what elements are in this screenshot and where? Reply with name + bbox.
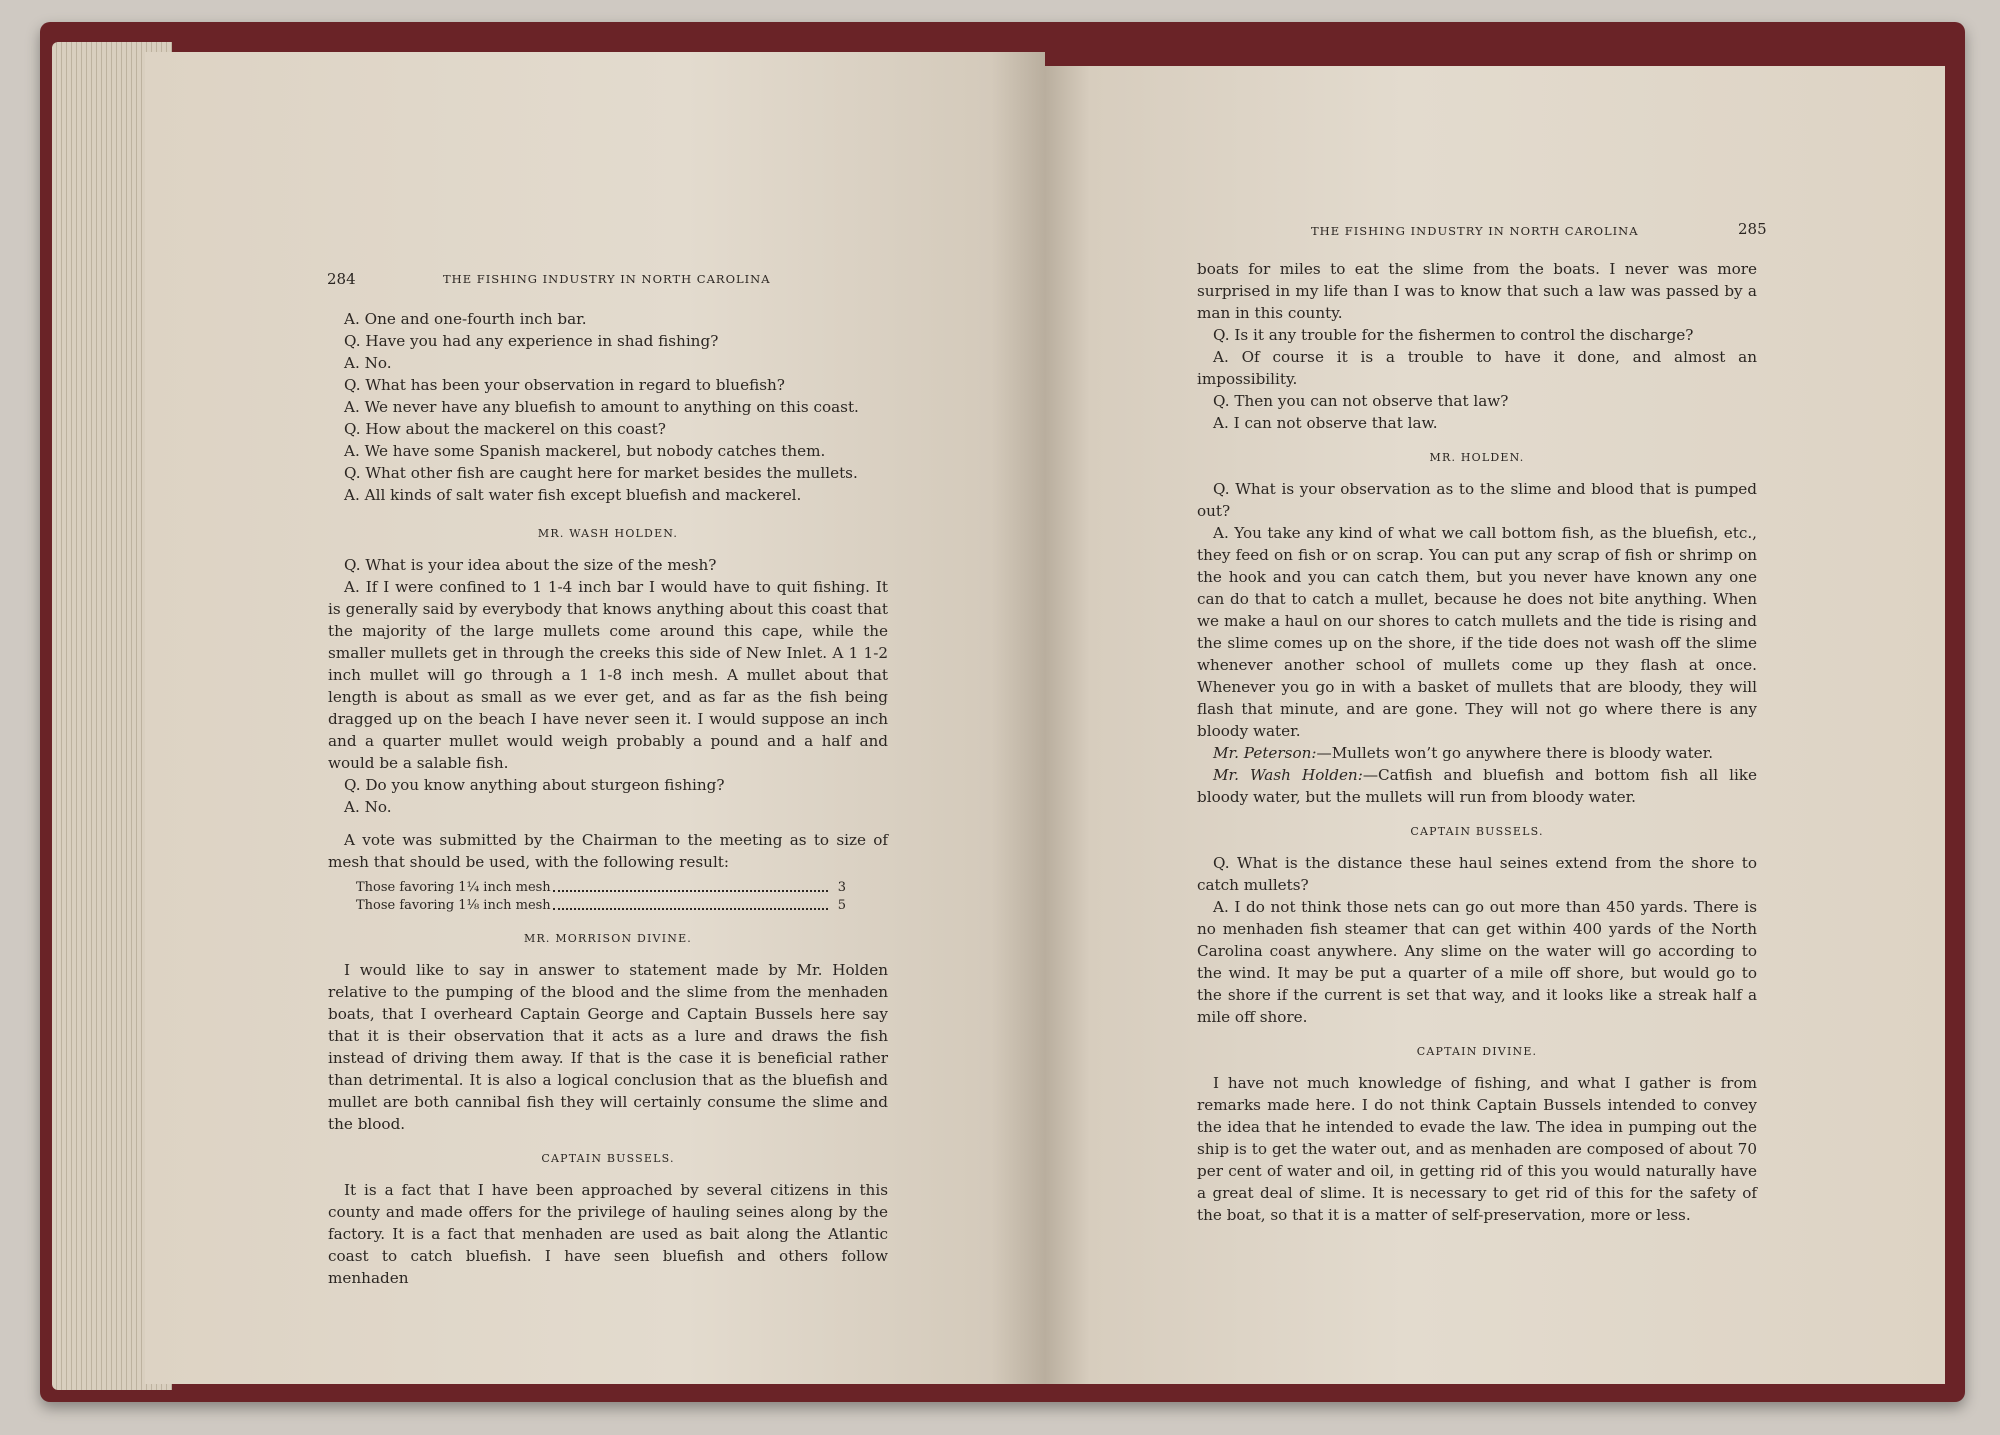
qa-line: Q. Have you had any experience in shad fishing? <box>344 332 719 350</box>
page-number: 284 <box>327 270 356 288</box>
left-text-column <box>328 308 888 1289</box>
vote-row <box>356 879 846 897</box>
qa-line: Q. What is the distance these haul seines extend from the shore to catch mullets? <box>1197 854 1757 894</box>
dot-leader <box>553 897 828 910</box>
body-paragraph: I would like to say in answer to statement made by Mr. Holden relative to the pumping of the blood and the slime from the menhaden boats, that I overheard Captain George and Captain Bussels here say that it is their observation that it acts as a lure and draws the fish instead of driving them away. If that is the case it is beneficial rather than detrimental. It is also a logical conclusion that as the bluefish and mullet are both cannibal fish they will certainly consume the slime and the blood. <box>328 961 888 1133</box>
qa-line: A. All kinds of salt water fish except bluefish and mackerel. <box>344 486 802 504</box>
section-heading-holden: MR. HOLDEN. <box>1429 451 1525 464</box>
qa-line: Q. What has been your observation in regard to bluefish? <box>344 376 785 394</box>
running-head: THE FISHING INDUSTRY IN NORTH CAROLINA <box>1311 224 1639 238</box>
remark-text: —Catfish and bluefish and bottom fish all like bloody water, but the mullets will run from bloody water. <box>1197 766 1757 806</box>
qa-line: A. I can not observe that law. <box>1213 414 1438 432</box>
continuation-paragraph: boats for miles to eat the slime from the boats. I never was more surprised in my life than I was to know that such a law was passed by a man in this county. <box>1197 260 1757 322</box>
qa-line: A. We have some Spanish mackerel, but nobody catches them. <box>344 442 826 460</box>
qa-paragraph: A. I do not think those nets can go out more than 450 yards. There is no menhaden fish steamer that can get within 400 yards of the North Carolina coast anywhere. Any slime on the water will go according to the wind. It may be put a quarter of a mile off shore, but would go to the shore if the current is set that way, and it looks like a streak half a mile off shore. <box>1197 898 1757 1026</box>
qa-line: Q. Do you know anything about sturgeon fishing? <box>344 776 725 794</box>
qa-line: Q. What is your idea about the size of the mesh? <box>344 556 717 574</box>
speaker-name: Mr. Wash Holden: <box>1213 766 1363 784</box>
section-heading-morrison-divine: MR. MORRISON DIVINE. <box>523 932 692 945</box>
vote-label: Those favoring 1⅛ inch mesh <box>356 898 551 913</box>
section-heading-captain-divine: CAPTAIN DIVINE. <box>1416 1045 1538 1058</box>
vote-count: 5 <box>837 898 846 913</box>
qa-line: Q. What other fish are caught here for market besides the mullets. <box>344 464 858 482</box>
qa-line: A. We never have any bluefish to amount to anything on this coast. <box>344 398 859 416</box>
speaker-remark <box>1197 764 1757 808</box>
left-page <box>145 52 1045 1384</box>
dot-leader <box>553 879 828 892</box>
speaker-name: Mr. Peterson: <box>1213 744 1317 762</box>
qa-line: A. No. <box>344 354 392 372</box>
qa-line: A. No. <box>344 798 392 816</box>
speaker-remark <box>1197 742 1757 764</box>
vote-row <box>356 897 846 915</box>
vote-count: 3 <box>837 880 846 895</box>
vote-intro: A vote was submitted by the Chairman to the meeting as to size of mesh that should be used, with the following result: <box>328 831 888 871</box>
qa-line: A. One and one-fourth inch bar. <box>344 310 587 328</box>
qa-paragraph: A. You take any kind of what we call bottom fish, as the bluefish, etc., they feed on fish or on scrap. You can put any scrap of fish or shrimp on the hook and you can catch them, but you never have known any one can do that to catch a mullet, because he does not bite anything. When we make a haul on our shores to catch mullets and the tide is rising and the slime comes up on the shore, if the tide does not wash off the slime whenever another school of mullets come up they flash at once. Whenever you go in with a basket of mullets that are bloody, they will flash that minute, and are gone. They will not go where there is any bloody water. <box>1197 524 1757 740</box>
right-text-column <box>1197 258 1757 1226</box>
qa-line: Q. Is it any trouble for the fishermen to control the discharge? <box>1213 326 1694 344</box>
qa-line: A. Of course it is a trouble to have it done, and almost an impossibility. <box>1197 348 1757 388</box>
qa-paragraph: A. If I were confined to 1 1-4 inch bar I would have to quit fishing. It is generally said by everybody that knows anything about this coast that the majority of the large mullets come around this cape, while the smaller mullets get in through the creeks this side of New Inlet. A 1 1-2 inch mullet will go through a 1 1-8 inch mesh. A mullet about that length is about as small as we ever get, and as far as the fish being dragged up on the beach I have never seen it. I would suppose an inch and a quarter mullet would weigh probably a pound and a half and would be a salable fish. <box>328 578 888 772</box>
body-paragraph: It is a fact that I have been approached by several citizens in this county and made offers for the privilege of hauling seines along by the factory. It is a fact that menhaden are used as bait along the Atlantic coast to catch bluefish. I have seen bluefish and others follow menhaden <box>328 1181 888 1287</box>
qa-line: Q. Then you can not observe that law? <box>1213 392 1509 410</box>
running-head: THE FISHING INDUSTRY IN NORTH CAROLINA <box>443 272 771 286</box>
body-paragraph: I have not much knowledge of fishing, and what I gather is from remarks made here. I do not think Captain Bussels intended to convey the idea that he intended to evade the law. The idea in pumping out the ship is to get the water out, and as menhaden are composed of about 70 per cent of water and oil, in getting rid of this you would naturally have a great deal of slime. It is necessary to get rid of this for the safety of the boat, so that it is a matter of self-preservation, more or less. <box>1197 1074 1757 1224</box>
section-heading-captain-bussels: CAPTAIN BUSSELS. <box>541 1152 675 1165</box>
vote-label: Those favoring 1¼ inch mesh <box>356 880 551 895</box>
section-heading-captain-bussels: CAPTAIN BUSSELS. <box>1410 825 1544 838</box>
qa-line: Q. How about the mackerel on this coast? <box>344 420 666 438</box>
remark-text: —Mullets won’t go anywhere there is bloody water. <box>1316 744 1714 762</box>
section-heading-wash-holden: MR. WASH HOLDEN. <box>537 527 679 540</box>
page-number: 285 <box>1738 220 1767 238</box>
qa-line: Q. What is your observation as to the slime and blood that is pumped out? <box>1197 480 1757 520</box>
vote-results <box>356 879 888 915</box>
right-page <box>1045 66 1945 1384</box>
